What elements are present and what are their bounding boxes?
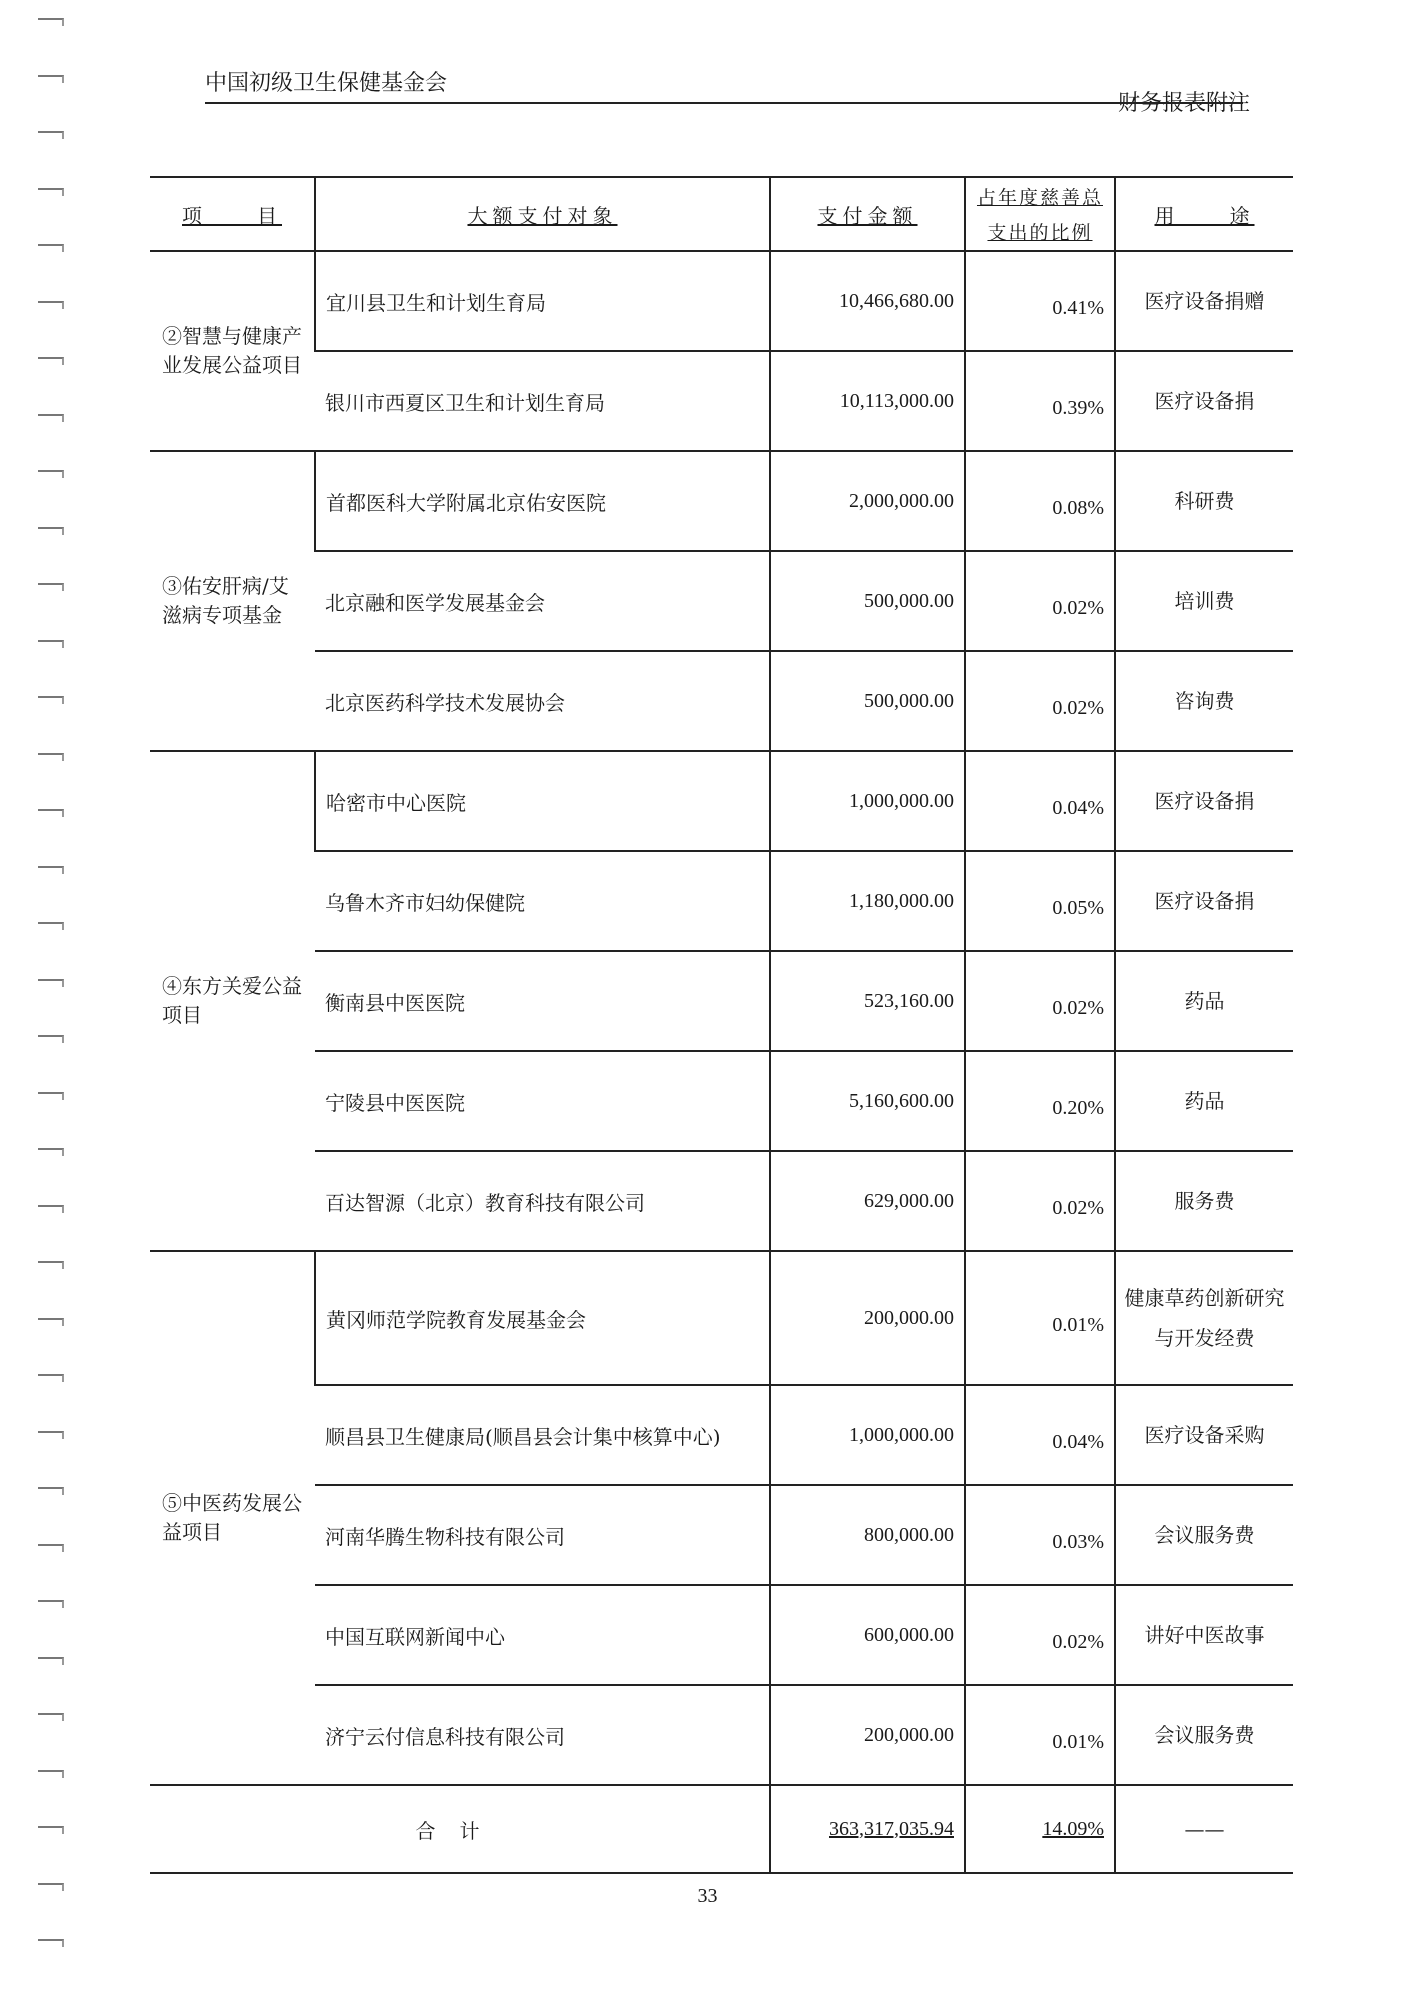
table-row xyxy=(150,951,1293,1051)
recipient-cell: 黄冈师范学院教育发展基金会 xyxy=(315,1251,770,1385)
binding-mark xyxy=(38,414,64,422)
recipient-cell: 百达智源（北京）教育科技有限公司 xyxy=(315,1151,770,1251)
table-row xyxy=(150,1251,1293,1385)
usage-cell: 服务费 xyxy=(1115,1151,1293,1251)
amount-cell: 523,160.00 xyxy=(770,951,965,1051)
binding-mark xyxy=(38,866,64,874)
recipient-cell: 河南华腾生物科技有限公司 xyxy=(315,1485,770,1585)
amount-cell: 200,000.00 xyxy=(770,1685,965,1785)
table-header-row xyxy=(150,177,1293,251)
ratio-cell: 0.02% xyxy=(965,551,1115,651)
page-number: 33 xyxy=(697,1885,718,1907)
usage-cell: 咨询费 xyxy=(1115,651,1293,751)
recipient-cell: 北京融和医学发展基金会 xyxy=(315,551,770,651)
amount-cell: 2,000,000.00 xyxy=(770,451,965,551)
binding-mark xyxy=(38,1657,64,1665)
binding-margin xyxy=(38,0,68,2000)
usage-cell: 医疗设备捐 xyxy=(1115,751,1293,851)
recipient-cell: 顺昌县卫生健康局(顺昌县会计集中核算中心) xyxy=(315,1385,770,1485)
usage-cell: 医疗设备捐 xyxy=(1115,351,1293,451)
amount-cell: 1,180,000.00 xyxy=(770,851,965,951)
binding-mark xyxy=(38,1544,64,1552)
binding-mark xyxy=(38,753,64,761)
recipient-cell: 宜川县卫生和计划生育局 xyxy=(315,251,770,351)
binding-mark xyxy=(38,131,64,139)
amount-cell: 500,000.00 xyxy=(770,651,965,751)
table-row xyxy=(150,451,1293,551)
org-name: 中国初级卫生保健基金会 xyxy=(205,71,448,96)
amount-cell: 500,000.00 xyxy=(770,551,965,651)
binding-mark xyxy=(38,1374,64,1382)
payments-table xyxy=(150,176,1293,1874)
binding-mark xyxy=(38,979,64,987)
binding-mark xyxy=(38,18,64,26)
binding-mark xyxy=(38,1035,64,1043)
ratio-cell: 0.02% xyxy=(965,1585,1115,1685)
table-row xyxy=(150,251,1293,351)
header-recipient: 大额支付对象 xyxy=(315,177,770,251)
total-amount: 363,317,035.94 xyxy=(770,1785,965,1873)
binding-mark xyxy=(38,1487,64,1495)
ratio-cell: 0.01% xyxy=(965,1251,1115,1385)
header-ratio: 占年度慈善总 支出的比例 xyxy=(965,177,1115,251)
ratio-cell: 0.39% xyxy=(965,351,1115,451)
binding-mark xyxy=(38,922,64,930)
usage-cell: 药品 xyxy=(1115,951,1293,1051)
amount-cell: 600,000.00 xyxy=(770,1585,965,1685)
recipient-cell: 济宁云付信息科技有限公司 xyxy=(315,1685,770,1785)
binding-mark xyxy=(38,1318,64,1326)
table-row xyxy=(150,651,1293,751)
table-row xyxy=(150,551,1293,651)
amount-cell: 800,000.00 xyxy=(770,1485,965,1585)
binding-mark xyxy=(38,1261,64,1269)
usage-cell: 讲好中医故事 xyxy=(1115,1585,1293,1685)
recipient-cell: 乌鲁木齐市妇幼保健院 xyxy=(315,851,770,951)
ratio-cell: 0.41% xyxy=(965,251,1115,351)
table-row xyxy=(150,851,1293,951)
total-usage: —— xyxy=(1115,1785,1293,1873)
table-row xyxy=(150,1385,1293,1485)
ratio-cell: 0.03% xyxy=(965,1485,1115,1585)
binding-mark xyxy=(38,1770,64,1778)
amount-cell: 1,000,000.00 xyxy=(770,751,965,851)
binding-mark xyxy=(38,809,64,817)
recipient-cell: 衡南县中医医院 xyxy=(315,951,770,1051)
binding-mark xyxy=(38,1148,64,1156)
usage-cell: 科研费 xyxy=(1115,451,1293,551)
usage-cell: 药品 xyxy=(1115,1051,1293,1151)
project-name: ⑤中医药发展公益项目 xyxy=(150,1251,315,1785)
ratio-cell: 0.01% xyxy=(965,1685,1115,1785)
project-name: ②智慧与健康产业发展公益项目 xyxy=(150,251,315,451)
recipient-cell: 北京医药科学技术发展协会 xyxy=(315,651,770,751)
ratio-cell: 0.02% xyxy=(965,951,1115,1051)
table-row xyxy=(150,351,1293,451)
ratio-cell: 0.04% xyxy=(965,751,1115,851)
recipient-cell: 银川市西夏区卫生和计划生育局 xyxy=(315,351,770,451)
amount-cell: 200,000.00 xyxy=(770,1251,965,1385)
table-row xyxy=(150,1151,1293,1251)
binding-mark xyxy=(38,696,64,704)
binding-mark xyxy=(38,1092,64,1100)
recipient-cell: 首都医科大学附属北京佑安医院 xyxy=(315,451,770,551)
amount-cell: 1,000,000.00 xyxy=(770,1385,965,1485)
header-rule xyxy=(205,102,1243,104)
binding-mark xyxy=(38,75,64,83)
usage-cell: 会议服务费 xyxy=(1115,1685,1293,1785)
ratio-cell: 0.08% xyxy=(965,451,1115,551)
ratio-cell: 0.20% xyxy=(965,1051,1115,1151)
amount-cell: 10,466,680.00 xyxy=(770,251,965,351)
usage-cell: 会议服务费 xyxy=(1115,1485,1293,1585)
recipient-cell: 中国互联网新闻中心 xyxy=(315,1585,770,1685)
section-title: 财务报表附注 xyxy=(1118,91,1251,116)
binding-mark xyxy=(38,527,64,535)
binding-mark xyxy=(38,583,64,591)
binding-mark xyxy=(38,1713,64,1721)
binding-mark xyxy=(38,1600,64,1608)
ratio-cell: 0.04% xyxy=(965,1385,1115,1485)
ratio-cell: 0.02% xyxy=(965,651,1115,751)
amount-cell: 5,160,600.00 xyxy=(770,1051,965,1151)
recipient-cell: 宁陵县中医医院 xyxy=(315,1051,770,1151)
total-label: 合计 xyxy=(150,1785,770,1873)
total-row xyxy=(150,1785,1293,1873)
table-row xyxy=(150,1685,1293,1785)
binding-mark xyxy=(38,244,64,252)
table-body xyxy=(150,251,1293,1785)
table-row xyxy=(150,1585,1293,1685)
binding-mark xyxy=(38,1431,64,1439)
binding-mark xyxy=(38,1205,64,1213)
usage-cell: 医疗设备采购 xyxy=(1115,1385,1293,1485)
project-name: ③佑安肝病/艾滋病专项基金 xyxy=(150,451,315,751)
binding-mark xyxy=(38,1939,64,1947)
table-row xyxy=(150,751,1293,851)
binding-mark xyxy=(38,1826,64,1834)
binding-mark xyxy=(38,301,64,309)
usage-cell: 培训费 xyxy=(1115,551,1293,651)
binding-mark xyxy=(38,640,64,648)
usage-cell: 医疗设备捐 xyxy=(1115,851,1293,951)
header-amount: 支付金额 xyxy=(770,177,965,251)
total-ratio: 14.09% xyxy=(965,1785,1115,1873)
recipient-cell: 哈密市中心医院 xyxy=(315,751,770,851)
ratio-cell: 0.05% xyxy=(965,851,1115,951)
header-item: 项 目 xyxy=(150,177,315,251)
table-row xyxy=(150,1485,1293,1585)
binding-mark xyxy=(38,357,64,365)
binding-mark xyxy=(38,188,64,196)
amount-cell: 629,000.00 xyxy=(770,1151,965,1251)
table-row xyxy=(150,1051,1293,1151)
ratio-cell: 0.02% xyxy=(965,1151,1115,1251)
amount-cell: 10,113,000.00 xyxy=(770,351,965,451)
usage-cell: 健康草药创新研究与开发经费 xyxy=(1115,1251,1293,1385)
header-usage: 用 途 xyxy=(1115,177,1293,251)
project-name: ④东方关爱公益项目 xyxy=(150,751,315,1251)
usage-cell: 医疗设备捐赠 xyxy=(1115,251,1293,351)
binding-mark xyxy=(38,470,64,478)
